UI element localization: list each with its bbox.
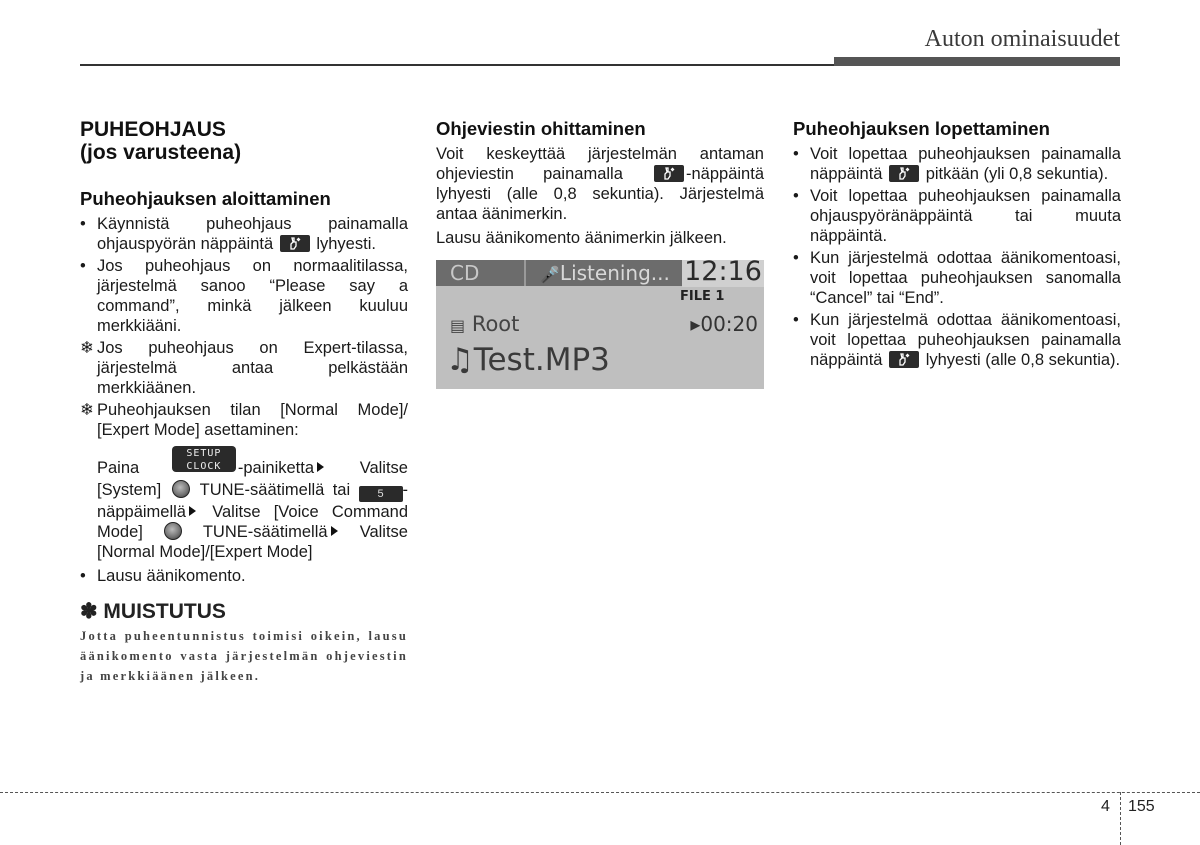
display-source: CD [450,261,480,285]
header-accent-bar [834,57,1120,66]
column-3 [793,118,1121,372]
note-item: ❄ Puheohjauksen tilan [Normal Mode]/ [Expert Mode] asettaminen: [80,401,408,439]
tune-knob-icon [172,480,190,498]
section-heading-end: Puheohjauksen lopettaminen [793,118,1050,139]
display-track: ♫Test.MP3 [446,342,610,378]
paragraph: Voit keskeyttää järjestelmän antaman ohjeviestin painamalla -näppäintä lyhyesti (alle 0,8 sekuntia). Järjestelmä antaa äänimerkin. [436,145,764,223]
column-2 [436,118,764,252]
voice-button-icon [280,235,310,252]
tune-knob-icon [164,522,182,540]
arrow-right-icon [189,506,196,516]
setup-clock-button-icon: SETUP CLOCK [172,446,236,472]
note-item: ❄ Jos puheohjaus on Expert-tilassa, järjestelmä antaa pelkästään merkkiäänen. [80,339,408,397]
footer-rule [0,792,1200,793]
main-title-line1: PUHEOHJAUS [80,118,226,141]
folder-icon: ▤ [450,316,466,335]
list-item: • Voit lopettaa puheohjauksen painamalla näppäintä pitkään (yli 0,8 sekuntia). [793,145,1121,183]
header-title: Auton ominaisuudet [924,26,1120,52]
arrow-right-icon [317,462,324,472]
display-clock: 12:16 [682,260,764,287]
button-5-icon: 5 [359,486,403,502]
audio-display-image [436,260,764,389]
list-item: • Kun järjestelmä odottaa äänikomentoasi, voit lopettaa puheohjauksen sanomalla “Cancel” tai “End”. [793,249,1121,307]
arrow-right-icon [331,526,338,536]
chapter-number: 4 [1101,798,1110,815]
column-1 [80,118,408,588]
main-title [80,118,408,164]
note-text: Jotta puheentunnistus toimisi oikein, lausu äänikomento vasta järjestelmän ohjeviestin ja merkkiäänen jälkeen. [80,629,408,683]
display-file: FILE 1 [680,289,725,304]
list-item: • Kun järjestelmä odottaa äänikomentoasi, voit lopettaa puheohjauksen painamalla näppäintä lyhyesti (alle 0,8 sekuntia). [793,311,1121,369]
voice-button-icon [654,165,684,182]
list-item: • Jos puheohjaus on normaalitilassa, järjestelmä sanoo “Please say a command”, minkä jälkeen kuuluu merkkiääni. [80,257,408,335]
footer-divider [1120,792,1121,845]
main-title-line2: (jos varusteena) [80,141,242,164]
music-note-icon: ♫ [446,342,474,378]
page-number: 155 [1128,798,1155,815]
paragraph: Lausu äänikomento äänimerkin jälkeen. [436,229,727,247]
voice-button-icon [889,165,919,182]
list-item: • Käynnistä puheohjaus painamalla ohjauspyörän näppäintä lyhyesti. [80,215,408,253]
section-heading-start: Puheohjauksen aloittaminen [80,188,331,209]
note-title: ✽ MUISTUTUS [80,600,226,623]
setup-steps: Paina SETUP CLOCK -painiketta Valitse [System] TUNE-säätimellä tai 5 -näppäimellä Valitse [Voice Command Mode] TUNE-säätimellä Valitse [Normal Mode]/[Expert Mode] [97,448,408,561]
display-folder: ▤ Root [450,312,520,336]
list-item: • Lausu äänikomento. [80,567,246,585]
voice-button-icon [889,351,919,368]
section-heading-skip: Ohjeviestin ohittaminen [436,118,646,139]
display-status: 🎤Listening... [540,261,670,285]
display-time: ▸00:20 [690,312,758,336]
list-item: • Voit lopettaa puheohjauksen painamalla ohjauspyöränäppäintä tai muuta näppäintä. [793,187,1121,245]
microphone-icon: 🎤 [540,265,560,284]
